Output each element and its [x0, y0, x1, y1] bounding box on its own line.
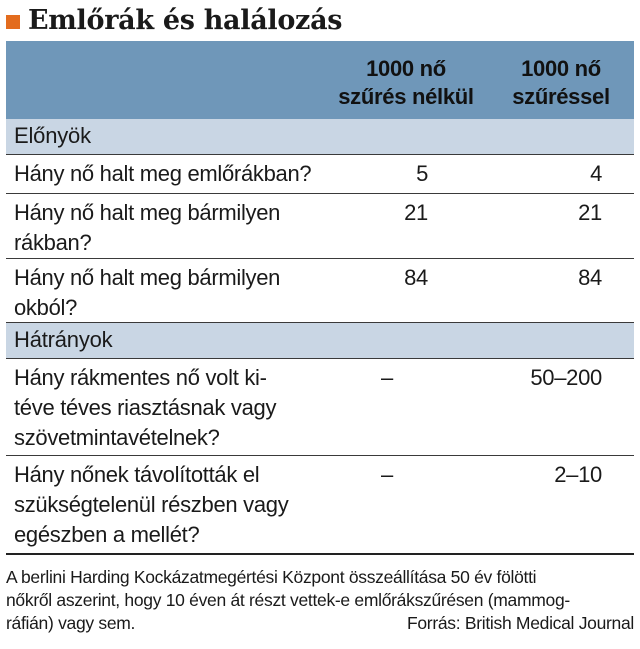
row-divider — [6, 358, 634, 359]
section-benefits: Előnyök — [6, 119, 634, 154]
table-row — [6, 194, 634, 258]
title-marker-icon — [6, 15, 20, 29]
table-bottom-rule — [6, 553, 634, 555]
value-with-screening: 21 — [578, 200, 602, 225]
row-divider — [6, 455, 634, 456]
value-with-screening: 2–10 — [554, 462, 602, 487]
table-row — [6, 456, 634, 552]
page-title: Emlőrák és halálozás — [28, 4, 343, 36]
table-row — [6, 259, 634, 323]
row-divider — [6, 193, 634, 194]
row-divider — [6, 154, 634, 155]
row-question: Hány nő halt meg bármilyen okból? — [14, 265, 281, 320]
value-without-screening: – — [381, 462, 393, 487]
value-without-screening: 21 — [404, 200, 428, 225]
section-harms: Hátrányok — [6, 323, 634, 358]
table-row — [6, 155, 634, 193]
column-header-with-screening: 1000 nő szűréssel — [512, 56, 610, 109]
row-question: Hány rákmentes nő volt ki- téve téves riasztásnak vagy szövetmintavételnek? — [14, 365, 277, 450]
footnote: A berlini Harding Kockázatmegértési Központ összeállítása 50 év fölötti nőkről aszerint, hogy 10 éven át részt vettek-e emlőrákszűrésen (mammog- ráfián) vagy sem. — [6, 567, 570, 633]
row-question: Hány nő halt meg emlőrákban? — [14, 161, 312, 186]
source-credit: Forrás: British Medical Journal — [406, 613, 634, 633]
column-header-without-screening: 1000 nő szűrés nélkül — [338, 56, 474, 109]
value-with-screening: 84 — [578, 265, 602, 290]
table-row — [6, 359, 634, 455]
title-block — [6, 2, 342, 38]
value-with-screening: 50–200 — [530, 365, 602, 390]
row-question: Hány nő halt meg bármilyen rákban? — [14, 200, 281, 255]
value-with-screening: 4 — [590, 161, 602, 186]
value-without-screening: 5 — [416, 161, 428, 186]
value-without-screening: – — [381, 365, 393, 390]
table-header — [6, 41, 634, 119]
row-divider — [6, 322, 634, 323]
row-question: Hány nőnek távolították el szükségtelenül részben vagy egészben a mellét? — [14, 462, 289, 547]
value-without-screening: 84 — [404, 265, 428, 290]
row-divider — [6, 258, 634, 259]
